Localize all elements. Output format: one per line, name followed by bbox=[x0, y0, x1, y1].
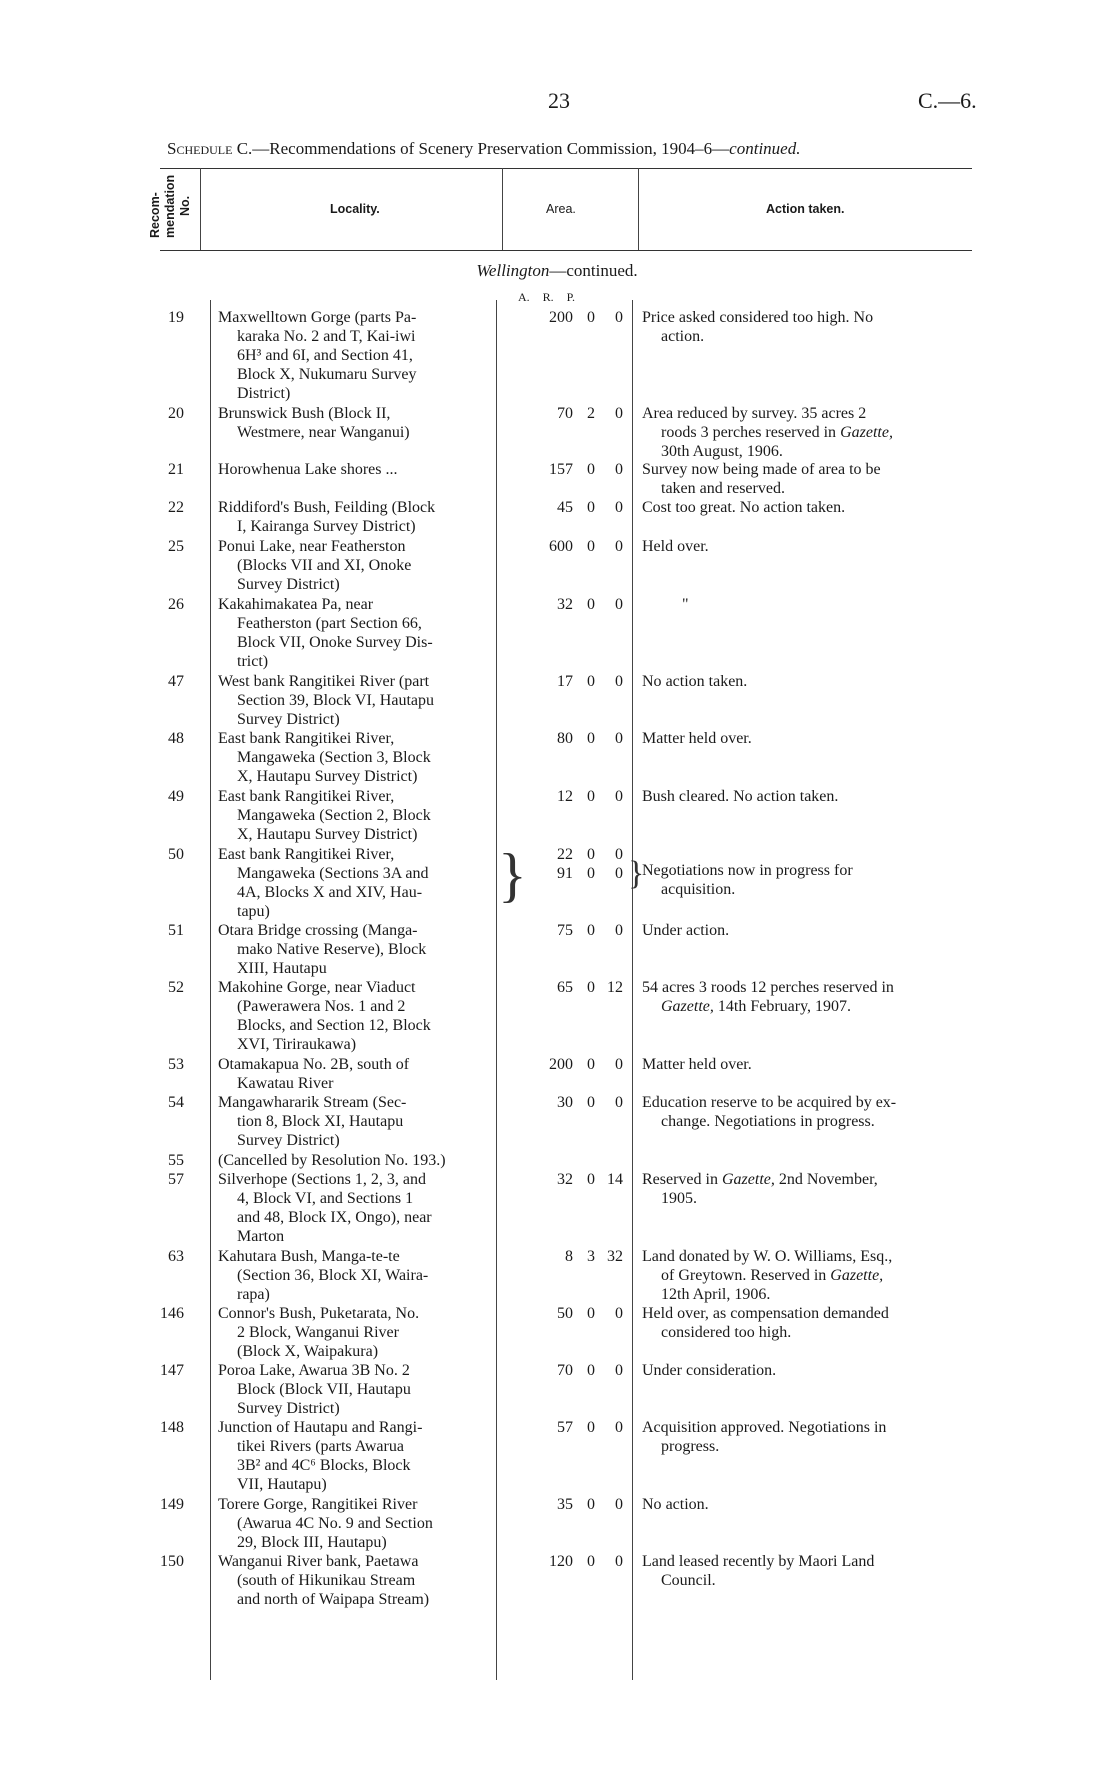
rec-number: 19 bbox=[168, 309, 184, 326]
rec-number: 50 bbox=[168, 846, 184, 863]
rec-number: 57 bbox=[168, 1171, 184, 1188]
table-top-rule bbox=[160, 168, 972, 169]
locality-cell: (Cancelled by Resolution No. 193.) bbox=[218, 1152, 446, 1169]
column-header-area: Area. bbox=[546, 202, 576, 216]
area-cell: 35 0 0 bbox=[557, 1496, 623, 1513]
action-cell: Bush cleared. No action taken. bbox=[642, 788, 839, 805]
area-cell: 8 3 32 bbox=[565, 1248, 623, 1265]
action-cell: 54 acres 3 roods 12 perches reserved in Gazette, 14th February, 1907. bbox=[642, 979, 894, 1015]
action-cell: " bbox=[682, 596, 689, 613]
header-divider-1 bbox=[200, 168, 201, 250]
title-schedule: Schedule bbox=[167, 139, 233, 158]
body-divider-3 bbox=[632, 300, 633, 1680]
action-cell: Held over. bbox=[642, 538, 709, 555]
column-header-rec-no: Recom- mendation No. bbox=[148, 174, 192, 238]
page-title bbox=[167, 139, 800, 159]
locality-cell: Junction of Hautapu and Rangi- tikei Rivers (parts Awarua 3B² and 4C⁶ Blocks, Block VII, Hautapu) bbox=[218, 1419, 423, 1493]
action-cell: Land leased recently by Maori Land Council. bbox=[642, 1553, 875, 1589]
area-cell: 65 0 12 bbox=[557, 979, 623, 996]
column-header-locality: Locality. bbox=[330, 202, 380, 216]
area-cell: 200 0 0 bbox=[549, 1056, 623, 1073]
rec-number: 53 bbox=[168, 1056, 184, 1073]
area-cell: 22 0 0 91 0 0 bbox=[557, 846, 623, 882]
rec-number: 55 bbox=[168, 1152, 184, 1169]
action-cell: Cost too great. No action taken. bbox=[642, 499, 846, 516]
page-number: 23 bbox=[548, 88, 570, 113]
area-cell: 30 0 0 bbox=[557, 1094, 623, 1111]
brace-icon: } bbox=[628, 855, 645, 892]
action-cell: Matter held over. bbox=[642, 1056, 752, 1073]
rec-number: 22 bbox=[168, 499, 184, 516]
rec-number: 146 bbox=[160, 1305, 184, 1322]
area-cell: 70 0 0 bbox=[557, 1362, 623, 1379]
action-cell: Price asked considered too high. No action. bbox=[642, 309, 874, 345]
action-cell: Under action. bbox=[642, 922, 730, 939]
body-divider-1 bbox=[210, 300, 211, 1680]
action-cell: Under consideration. bbox=[642, 1362, 777, 1379]
rec-number: 21 bbox=[168, 461, 184, 478]
rec-number: 149 bbox=[160, 1496, 184, 1513]
area-cell: 80 0 0 bbox=[557, 730, 623, 747]
area-cell: 17 0 0 bbox=[557, 673, 623, 690]
area-cell: 57 0 0 bbox=[557, 1419, 623, 1436]
locality-cell: Riddiford's Bush, Feilding (Block I, Kairanga Survey District) bbox=[218, 499, 436, 535]
area-cell: 50 0 0 bbox=[557, 1305, 623, 1322]
area-cell: 45 0 0 bbox=[557, 499, 623, 516]
locality-cell: Brunswick Bush (Block II, Westmere, near Wanganui) bbox=[218, 405, 410, 441]
title-continued: continued. bbox=[729, 139, 801, 158]
header-divider-2 bbox=[502, 168, 503, 250]
area-cell: 157 0 0 bbox=[549, 461, 623, 478]
locality-cell: Maxwelltown Gorge (parts Pa- karaka No. 2 and T, Kai-iwi 6H³ and 6I, and Section 41, Block X, Nukumaru Survey District) bbox=[218, 309, 417, 402]
rec-number: 20 bbox=[168, 405, 184, 422]
rec-number: 52 bbox=[168, 979, 184, 996]
action-cell: Reserved in Gazette, 2nd November, 1905. bbox=[642, 1171, 878, 1207]
locality-cell: Ponui Lake, near Featherston (Blocks VII and XI, Onoke Survey District) bbox=[218, 538, 412, 593]
column-header-action: Action taken. bbox=[766, 202, 845, 216]
rec-number: 25 bbox=[168, 538, 184, 555]
area-cell: 200 0 0 bbox=[549, 309, 623, 326]
locality-cell: West bank Rangitikei River (part Section 39, Block VI, Hautapu Survey District) bbox=[218, 673, 435, 728]
title-main: C.—Recommendations of Scenery Preservation Commission, 1904–6— bbox=[232, 139, 730, 158]
action-cell: Matter held over. bbox=[642, 730, 752, 747]
area-cell: 32 0 0 bbox=[557, 596, 623, 613]
locality-cell: Torere Gorge, Rangitikei River (Awarua 4C No. 9 and Section 29, Block III, Hautapu) bbox=[218, 1496, 433, 1551]
action-cell: No action taken. bbox=[642, 673, 748, 690]
action-cell: Acquisition approved. Negotiations in progress. bbox=[642, 1419, 887, 1455]
locality-cell: Poroa Lake, Awarua 3B No. 2 Block (Block VII, Hautapu Survey District) bbox=[218, 1362, 411, 1417]
locality-cell: Connor's Bush, Puketarata, No. 2 Block, Wanganui River (Block X, Waipakura) bbox=[218, 1305, 420, 1360]
locality-cell: East bank Rangitikei River, Mangaweka (Sections 3A and 4A, Blocks X and XIV, Hau- tapu) bbox=[218, 846, 429, 920]
brace-icon: } bbox=[498, 842, 527, 908]
rec-number: 147 bbox=[160, 1362, 184, 1379]
rec-number: 51 bbox=[168, 922, 184, 939]
area-cell: 75 0 0 bbox=[557, 922, 623, 939]
region-heading: Wellington—continued. bbox=[476, 261, 638, 280]
action-cell: Negotiations now in progress for acquisition. bbox=[642, 862, 853, 898]
area-cell: 70 2 0 bbox=[557, 405, 623, 422]
rec-number: 54 bbox=[168, 1094, 184, 1111]
area-cell: 600 0 0 bbox=[549, 538, 623, 555]
rec-number: 48 bbox=[168, 730, 184, 747]
rec-number: 63 bbox=[168, 1248, 184, 1265]
action-cell: Land donated by W. O. Williams, Esq., of Greytown. Reserved in Gazette, 12th April, 1906. bbox=[642, 1248, 893, 1303]
locality-cell: Otara Bridge crossing (Manga- mako Native Reserve), Block XIII, Hautapu bbox=[218, 922, 427, 977]
header-divider-3 bbox=[638, 168, 639, 250]
area-units: A. R. P. bbox=[518, 290, 576, 304]
area-cell: 32 0 14 bbox=[557, 1171, 623, 1188]
locality-cell: East bank Rangitikei River, Mangaweka (Section 2, Block X, Hautapu Survey District) bbox=[218, 788, 431, 843]
locality-cell: Wanganui River bank, Paetawa (south of Hikunikau Stream and north of Waipapa Stream) bbox=[218, 1553, 430, 1608]
body-divider-2 bbox=[496, 300, 497, 1680]
locality-cell: Makohine Gorge, near Viaduct (Pawerawera Nos. 1 and 2 Blocks, and Section 12, Block XVI, Tiriraukawa) bbox=[218, 979, 431, 1053]
locality-cell: Otamakapua No. 2B, south of Kawatau River bbox=[218, 1056, 410, 1092]
document-ref: C.—6. bbox=[918, 88, 977, 113]
action-cell: No action. bbox=[642, 1496, 709, 1513]
area-cell: 120 0 0 bbox=[549, 1553, 623, 1570]
action-cell: Area reduced by survey. 35 acres 2 roods 3 perches reserved in Gazette, 30th August, 1906. bbox=[642, 405, 893, 460]
locality-cell: Kahutara Bush, Manga-te-te (Section 36, Block XI, Waira- rapa) bbox=[218, 1248, 429, 1303]
rec-number: 47 bbox=[168, 673, 184, 690]
rec-number: 49 bbox=[168, 788, 184, 805]
table-header-rule bbox=[160, 250, 972, 251]
locality-cell: Horowhenua Lake shores ... bbox=[218, 461, 398, 478]
locality-cell: Mangawhararik Stream (Sec- tion 8, Block XI, Hautapu Survey District) bbox=[218, 1094, 407, 1149]
locality-cell: Silverhope (Sections 1, 2, 3, and 4, Block VI, and Sections 1 and 48, Block IX, Ongo), near Marton bbox=[218, 1171, 432, 1245]
rec-number: 26 bbox=[168, 596, 184, 613]
locality-cell: East bank Rangitikei River, Mangaweka (Section 3, Block X, Hautapu Survey District) bbox=[218, 730, 431, 785]
action-cell: Education reserve to be acquired by ex- change. Negotiations in progress. bbox=[642, 1094, 897, 1130]
area-cell: 12 0 0 bbox=[557, 788, 623, 805]
action-cell: Survey now being made of area to be taken and reserved. bbox=[642, 461, 881, 497]
locality-cell: Kakahimakatea Pa, near Featherston (part Section 66, Block VII, Onoke Survey Dis- trict) bbox=[218, 596, 433, 670]
action-cell: Held over, as compensation demanded considered too high. bbox=[642, 1305, 889, 1341]
rec-number: 148 bbox=[160, 1419, 184, 1436]
rec-number: 150 bbox=[160, 1553, 184, 1570]
